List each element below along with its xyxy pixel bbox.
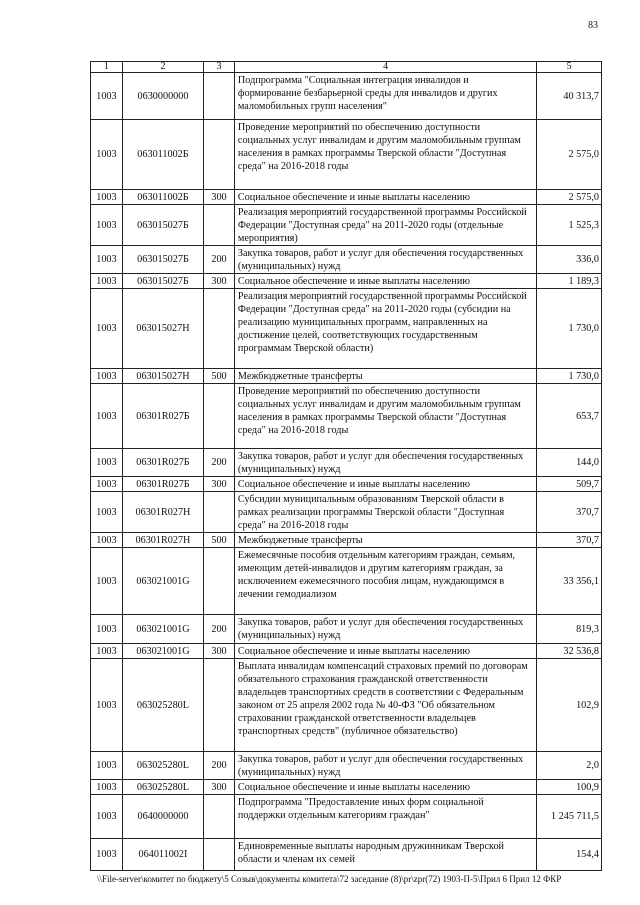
cell-name: Подпрограмма "Предоставление иных форм социальной поддержки отдельным категориям граждан": [234, 795, 536, 839]
cell-code: 063015027Б: [122, 274, 203, 289]
cell-name: Закупка товаров, работ и услуг для обеспечения государственных (муниципальных) нужд: [234, 615, 536, 644]
table-row: [91, 533, 602, 548]
expenditure-table: [90, 61, 602, 871]
table-row: [91, 190, 602, 205]
cell-code: 063025280L: [122, 780, 203, 795]
cell-amount: 100,9: [537, 780, 602, 795]
cell-section: 1003: [91, 615, 123, 644]
cell-section: 1003: [91, 274, 123, 289]
cell-code: 06301R027Н: [122, 492, 203, 533]
cell-code: 06301R027Б: [122, 477, 203, 492]
cell-name: Реализация мероприятий государственной программы Российской Федерации "Доступная среда" на 2011-2020 годы (субсидии на реализацию муниципальных программ, направленных на достижение целей, соответствующих государственным программам Тверской области): [234, 289, 536, 369]
cell-code: 063015027Н: [122, 369, 203, 384]
cell-code: 063015027Б: [122, 246, 203, 274]
table-row: [91, 120, 602, 190]
cell-code: 063011002Б: [122, 190, 203, 205]
cell-name: Межбюджетные трансферты: [234, 533, 536, 548]
cell-type: 300: [204, 190, 235, 205]
cell-name: Социальное обеспечение и иные выплаты населению: [234, 780, 536, 795]
cell-amount: 102,9: [537, 659, 602, 752]
table-row: [91, 839, 602, 871]
cell-amount: 2 575,0: [537, 190, 602, 205]
cell-type: [204, 205, 235, 246]
cell-code: 063021001G: [122, 615, 203, 644]
cell-amount: 1 730,0: [537, 289, 602, 369]
cell-name: Ежемесячные пособия отдельным категориям граждан, семьям, имеющим детей-инвалидов и другим категориям граждан, за исключением ежемесячного пособия лицам, нуждающимся в лечении гемодиализом: [234, 548, 536, 615]
cell-name: Закупка товаров, работ и услуг для обеспечения государственных (муниципальных) нужд: [234, 246, 536, 274]
page-number: 83: [588, 20, 598, 31]
cell-type: [204, 659, 235, 752]
cell-amount: 1 245 711,5: [537, 795, 602, 839]
cell-type: [204, 839, 235, 871]
cell-type: 200: [204, 752, 235, 780]
cell-section: 1003: [91, 205, 123, 246]
cell-section: 1003: [91, 752, 123, 780]
cell-amount: 40 313,7: [537, 73, 602, 120]
cell-type: 200: [204, 449, 235, 477]
cell-amount: 2,0: [537, 752, 602, 780]
cell-type: 500: [204, 533, 235, 548]
table-row: [91, 369, 602, 384]
header-col-5: 5: [537, 62, 602, 73]
table-row: [91, 548, 602, 615]
table-row: [91, 274, 602, 289]
table-row: [91, 449, 602, 477]
cell-amount: 154,4: [537, 839, 602, 871]
cell-amount: 370,7: [537, 533, 602, 548]
cell-section: 1003: [91, 492, 123, 533]
table-row: [91, 752, 602, 780]
cell-section: 1003: [91, 839, 123, 871]
cell-section: 1003: [91, 289, 123, 369]
table-row: [91, 780, 602, 795]
cell-amount: 1 189,3: [537, 274, 602, 289]
cell-code: 063025280L: [122, 659, 203, 752]
cell-code: 063015027Б: [122, 205, 203, 246]
cell-section: 1003: [91, 477, 123, 492]
cell-type: 300: [204, 274, 235, 289]
cell-type: 300: [204, 780, 235, 795]
cell-section: 1003: [91, 369, 123, 384]
cell-code: 06301R027Н: [122, 533, 203, 548]
cell-type: 300: [204, 477, 235, 492]
cell-type: [204, 548, 235, 615]
cell-type: [204, 120, 235, 190]
cell-name: Социальное обеспечение и иные выплаты населению: [234, 644, 536, 659]
cell-type: [204, 289, 235, 369]
cell-amount: 1 525,3: [537, 205, 602, 246]
cell-name: Закупка товаров, работ и услуг для обеспечения государственных (муниципальных) нужд: [234, 752, 536, 780]
cell-code: 063021001G: [122, 644, 203, 659]
cell-name: Подпрограмма "Социальная интеграция инвалидов и формирование безбарьерной среды для инвалидов и других маломобильных групп населения": [234, 73, 536, 120]
cell-name: Закупка товаров, работ и услуг для обеспечения государственных (муниципальных) нужд: [234, 449, 536, 477]
cell-section: 1003: [91, 120, 123, 190]
cell-type: 200: [204, 246, 235, 274]
cell-type: 500: [204, 369, 235, 384]
cell-section: 1003: [91, 190, 123, 205]
cell-type: 300: [204, 644, 235, 659]
cell-amount: 1 730,0: [537, 369, 602, 384]
cell-section: 1003: [91, 533, 123, 548]
cell-section: 1003: [91, 384, 123, 449]
file-path-footer: \\File-server\комитет по бюджету\5 Созыв\документы комитета\72 заседание (8)\pr\zpr(72) 1903-П-5\Прил 6 Прил 12 ФКР: [97, 874, 562, 884]
cell-name: Субсидии муниципальным образованиям Тверской области в рамках реализации программы Тверской области "Доступная среда" на 2016-2018 годы: [234, 492, 536, 533]
cell-section: 1003: [91, 246, 123, 274]
cell-section: 1003: [91, 780, 123, 795]
cell-type: [204, 795, 235, 839]
table-header-row: [91, 62, 602, 73]
table-row: [91, 659, 602, 752]
cell-name: Реализация мероприятий государственной программы Российской Федерации "Доступная среда" на 2011-2020 годы (отдельные мероприятия): [234, 205, 536, 246]
cell-section: 1003: [91, 659, 123, 752]
cell-name: Выплата инвалидам компенсаций страховых премий по договорам обязательного страхования гражданской ответственности владельцев транспортных средств в соответствии с Федеральным законом от 25 апреля 2002 года № 40-ФЗ "Об обязательном страховании гражданской ответственности владельцев транспортных средств" (публичное обязательство): [234, 659, 536, 752]
cell-type: [204, 73, 235, 120]
cell-name: Социальное обеспечение и иные выплаты населению: [234, 190, 536, 205]
cell-amount: 32 536,8: [537, 644, 602, 659]
table-row: [91, 492, 602, 533]
cell-amount: 33 356,1: [537, 548, 602, 615]
cell-code: 06301R027Б: [122, 449, 203, 477]
header-col-3: 3: [204, 62, 235, 73]
cell-section: 1003: [91, 73, 123, 120]
cell-code: 063025280L: [122, 752, 203, 780]
cell-name: Социальное обеспечение и иные выплаты населению: [234, 477, 536, 492]
cell-code: 0640000000: [122, 795, 203, 839]
cell-name: Единовременные выплаты народным дружинникам Тверской области и членам их семей: [234, 839, 536, 871]
table-row: [91, 477, 602, 492]
table-row: [91, 205, 602, 246]
header-col-1: 1: [91, 62, 123, 73]
cell-name: Проведение мероприятий по обеспечению доступности социальных услуг инвалидам и другим маломобильным группам населения в рамках программы Тверской области "Доступная среда" на 2016-2018 годы: [234, 384, 536, 449]
cell-amount: 509,7: [537, 477, 602, 492]
table-row: [91, 246, 602, 274]
cell-code: 063011002Б: [122, 120, 203, 190]
cell-code: 063021001G: [122, 548, 203, 615]
cell-section: 1003: [91, 644, 123, 659]
cell-amount: 819,3: [537, 615, 602, 644]
cell-name: Межбюджетные трансферты: [234, 369, 536, 384]
cell-amount: 336,0: [537, 246, 602, 274]
cell-amount: 144,0: [537, 449, 602, 477]
cell-code: 063015027Н: [122, 289, 203, 369]
table-row: [91, 644, 602, 659]
cell-name: Социальное обеспечение и иные выплаты населению: [234, 274, 536, 289]
cell-code: 0630000000: [122, 73, 203, 120]
cell-type: 200: [204, 615, 235, 644]
cell-code: 064011002I: [122, 839, 203, 871]
table-row: [91, 615, 602, 644]
cell-amount: 653,7: [537, 384, 602, 449]
cell-amount: 370,7: [537, 492, 602, 533]
table-row: [91, 289, 602, 369]
cell-amount: 2 575,0: [537, 120, 602, 190]
cell-type: [204, 492, 235, 533]
table-row: [91, 384, 602, 449]
header-col-4: 4: [234, 62, 536, 73]
cell-section: 1003: [91, 795, 123, 839]
table-row: [91, 795, 602, 839]
cell-code: 06301R027Б: [122, 384, 203, 449]
header-col-2: 2: [122, 62, 203, 73]
cell-name: Проведение мероприятий по обеспечению доступности социальных услуг инвалидам и другим маломобильным группам населения в рамках программы Тверской области "Доступная среда" на 2016-2018 годы: [234, 120, 536, 190]
table-row: [91, 73, 602, 120]
cell-section: 1003: [91, 449, 123, 477]
cell-type: [204, 384, 235, 449]
cell-section: 1003: [91, 548, 123, 615]
